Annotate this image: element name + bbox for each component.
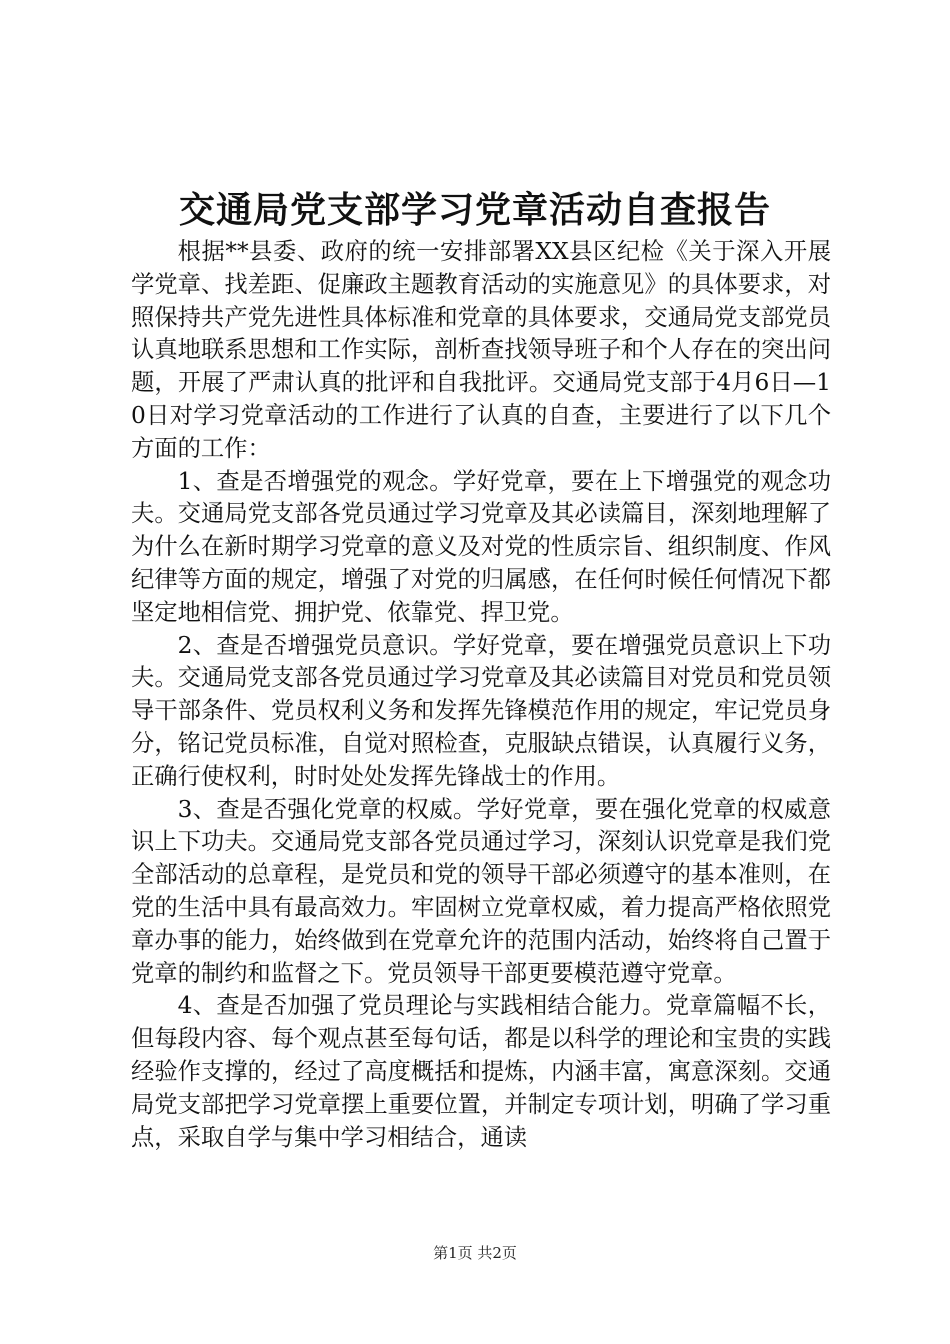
paragraph-item-1: 1、查是否增强党的观念。学好党章，要在上下增强党的观念功夫。交通局党支部各党员通过学习党章及其必读篇目，深刻地理解了为什么在新时期学习党章的意义及对党的性质宗旨、组织制度、作风纪律等方面的规定，增强了对党的归属感，在任何时候任何情况下都坚定地相信党、拥护党、依靠党、捍卫党。: [131, 467, 831, 626]
page-footer: 第1页 共2页: [433, 1244, 517, 1262]
paragraph-item-3: 3、查是否强化党章的权威。学好党章，要在强化党章的权威意识上下功夫。交通局党支部各党员通过学习，深刻认识党章是我们党全部活动的总章程，是党员和党的领导干部必须遵守的基本准则，在党的生活中具有最高效力。牢固树立党章权威，着力提高严格依照党章办事的能力，始终做到在党章允许的范围内活动，始终将自己置于党章的制约和监督之下。党员领导干部更要模范遵守党章。: [131, 795, 831, 987]
document-title: 交通局党支部学习党章活动自查报告: [178, 189, 771, 231]
paragraph-item-4: 4、查是否加强了党员理论与实践相结合能力。党章篇幅不长，但每段内容、每个观点甚至每句话，都是以科学的理论和宝贵的实践经验作支撑的，经过了高度概括和提炼，内涵丰富，寓意深刻。交通局党支部把学习党章摆上重要位置，并制定专项计划，明确了学习重点，采取自学与集中学习相结合，通读: [131, 992, 831, 1151]
paragraph-intro: 根据**县委、政府的统一安排部署XX县区纪检《关于深入开展学党章、找差距、促廉政主题教育活动的实施意见》的具体要求，对照保持共产党先进性具体标准和党章的具体要求，交通局党支部党员认真地联系思想和工作实际，剖析查找领导班子和个人存在的突出问题，开展了严肃认真的批评和自我批评。交通局党支部于4月6日—10日对学习党章活动的工作进行了认真的自查，主要进行了以下几个方面的工作：: [131, 238, 831, 462]
document-body: [131, 236, 831, 1154]
paragraph-item-2: 2、查是否增强党员意识。学好党章，要在增强党员意识上下功夫。交通局党支部各党员通过学习党章及其必读篇目对党员和党员领导干部条件、党员权利义务和发挥先锋模范作用的规定，牢记党员身分，铭记党员标准，自觉对照检查，克服缺点错误，认真履行义务，正确行使权利，时时处处发挥先锋战士的作用。: [131, 631, 831, 790]
